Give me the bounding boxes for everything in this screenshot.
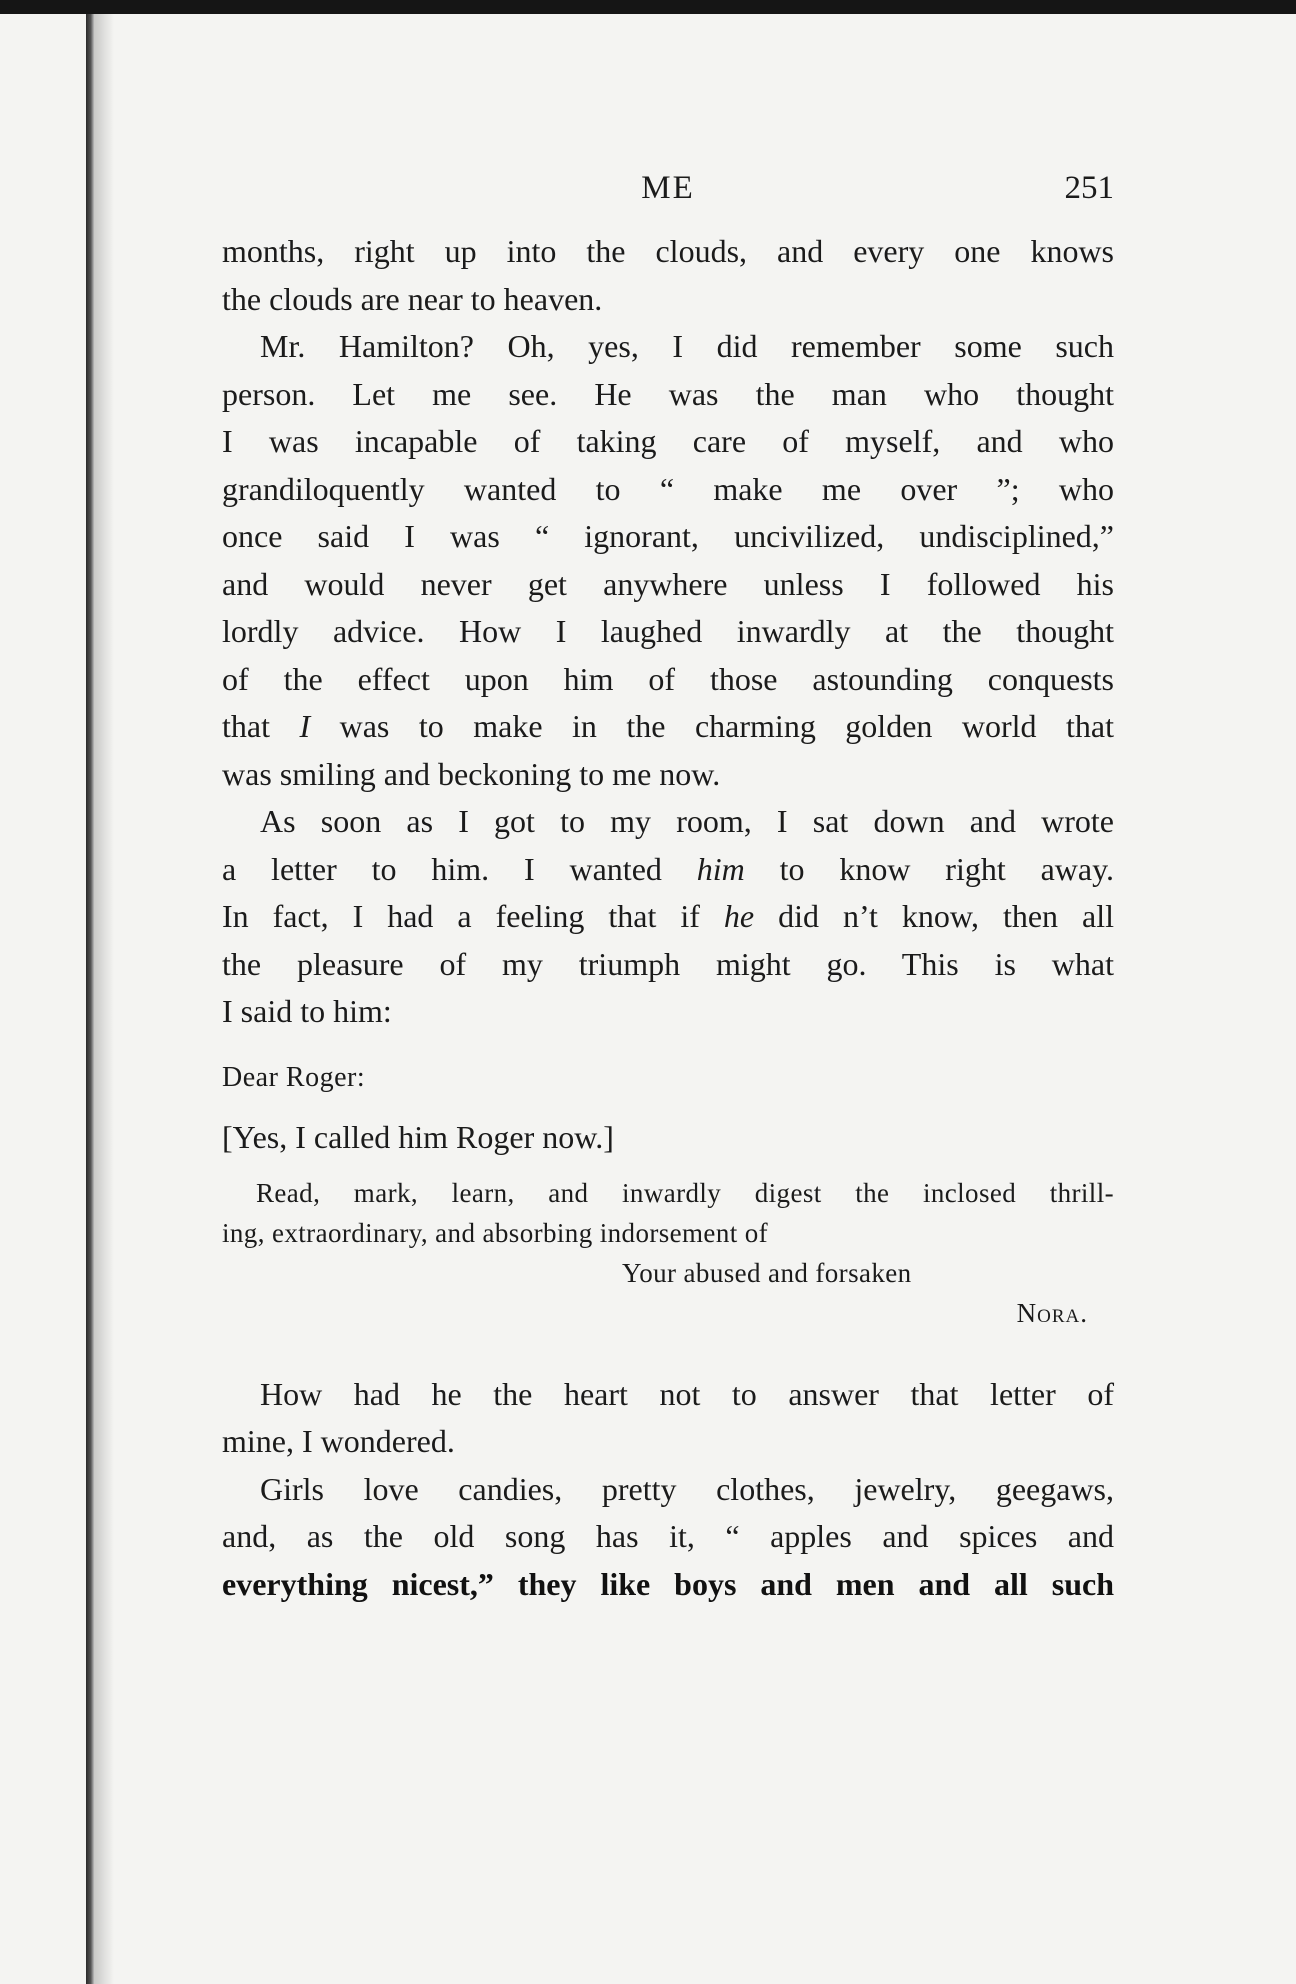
paragraph-1-line-1: months, right up into the clouds, and every one knows xyxy=(222,233,1114,269)
text-run: a letter to him. I wanted xyxy=(222,850,697,887)
paragraph-2-line-1: Mr. Hamilton? Oh, yes, I did remember some such xyxy=(260,328,1114,364)
letter-block xyxy=(222,1058,1114,1333)
paragraph-3-line-1: As soon as I got to my room, I sat down and wrote xyxy=(260,803,1114,839)
book-page xyxy=(222,170,1114,1608)
book-spine-edge xyxy=(86,14,94,1984)
paragraph-2-line-8: of the effect upon him of those astounding conquests xyxy=(222,660,1114,697)
gutter-shadow xyxy=(94,14,114,1984)
paragraph-5-line-2: and, as the old song has it, “ apples and spices and xyxy=(222,1518,1114,1554)
italic-word: him xyxy=(696,850,745,887)
text-run: did n’t know, then all xyxy=(754,898,1115,934)
paragraph-3-line-4: the pleasure of my triumph might go. This is what xyxy=(222,945,1114,982)
paragraph-3-line-5: I said to him: xyxy=(222,993,392,1029)
paragraph-5-line-3: everything nicest,” they like boys and men and all such xyxy=(222,1565,1114,1602)
scan-top-edge xyxy=(0,0,1296,14)
narrator-aside: [Yes, I called him Roger now.] xyxy=(222,1118,614,1155)
body-text-continued xyxy=(222,1371,1114,1609)
text-run: that xyxy=(222,708,300,744)
italic-word: I xyxy=(299,708,311,744)
paragraph-2-line-10: was smiling and beckoning to me now. xyxy=(222,755,721,792)
letter-line-1: Read, mark, learn, and inwardly digest the inclosed thrill- xyxy=(256,1177,1114,1208)
body-text xyxy=(222,228,1114,1036)
italic-word: he xyxy=(723,898,755,934)
text-run: was to make in the charming golden world that xyxy=(310,708,1114,744)
running-title: ME xyxy=(641,170,695,206)
paragraph-2-line-2: person. Let me see. He was the man who thought xyxy=(222,375,1114,412)
text-run: In fact, I had a feeling that if xyxy=(222,898,724,934)
paragraph-2-line-9 xyxy=(222,703,1114,751)
text-run: to know right away. xyxy=(744,850,1115,887)
paragraph-2-line-7: lordly advice. How I laughed inwardly at the thought xyxy=(222,613,1114,649)
paragraph-3-line-3 xyxy=(222,893,1114,941)
paragraph-4-line-2: mine, I wondered. xyxy=(222,1423,455,1459)
letter-salutation: Dear Roger: xyxy=(222,1061,366,1093)
letter-closing: Your abused and forsaken xyxy=(622,1257,912,1288)
paragraph-2-line-3: I was incapable of taking care of myself, and who xyxy=(222,423,1114,459)
paragraph-4-line-1: How had he the heart not to answer that letter of xyxy=(260,1375,1114,1412)
letter-body xyxy=(222,1173,1114,1333)
paragraph-5-line-1: Girls love candies, pretty clothes, jewelry, geegaws, xyxy=(260,1470,1114,1507)
paragraph-3-line-2 xyxy=(222,846,1114,894)
paragraph-1-line-2: the clouds are near to heaven. xyxy=(222,280,603,317)
paragraph-2-line-4: grandiloquently wanted to “ make me over ”; who xyxy=(222,470,1114,507)
letter-signature: Nora. xyxy=(1016,1297,1088,1328)
page-number: 251 xyxy=(1064,170,1114,206)
running-head xyxy=(222,170,1114,218)
letter-line-2: ing, extraordinary, and absorbing indorsement of xyxy=(222,1217,769,1248)
paragraph-2-line-5: once said I was “ ignorant, uncivilized, undisciplined,” xyxy=(222,518,1114,554)
paragraph-2-line-6: and would never get anywhere unless I followed his xyxy=(222,565,1114,602)
